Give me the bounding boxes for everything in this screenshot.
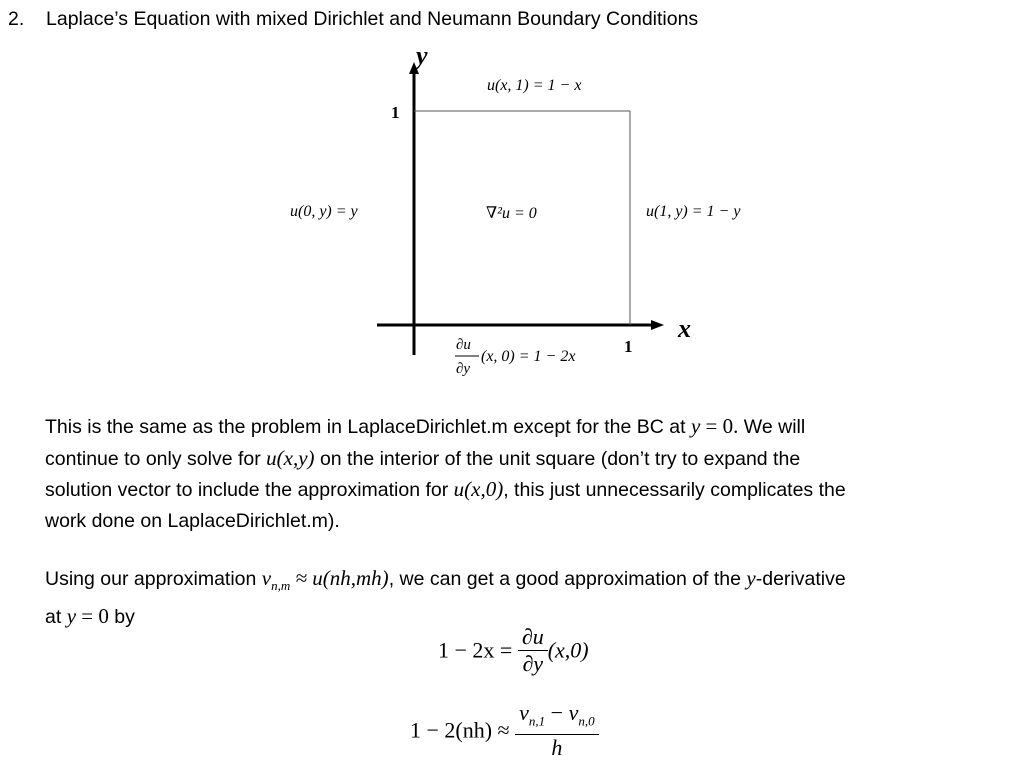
p2-text-c: -derivative — [755, 568, 846, 590]
p1-math-eq0: = 0. — [700, 414, 739, 438]
p2-math-y: y — [746, 566, 756, 590]
top-boundary-condition: u(x, 1) = 1 − x — [487, 77, 582, 94]
eq2-numerator — [515, 700, 598, 735]
eq1-rest: (x,0) — [547, 637, 589, 663]
right-boundary-condition: u(1, y) = 1 − y — [646, 203, 741, 220]
eq2-fraction — [515, 700, 598, 761]
bottom-bc-rest: (x, 0) = 1 − 2x — [481, 348, 576, 365]
p1-text-d: on the interior of the unit square (don’t try to expand the — [314, 447, 801, 470]
p2-math-y2: y — [66, 604, 77, 629]
p2-math-v: v — [261, 566, 272, 590]
paragraph-2-line-1 — [45, 563, 1020, 601]
p2-text-b: , we can get a good approximation of the — [388, 568, 747, 590]
eq2-num-v1: v — [519, 700, 529, 725]
y-tick-label: 1 — [391, 103, 400, 122]
problem-number: 2. — [8, 8, 25, 30]
left-boundary-condition: u(0, y) = y — [290, 203, 358, 220]
paragraph-1-line-3 — [45, 474, 1020, 506]
eq2-denominator: h — [551, 735, 563, 761]
paragraph-1-line-2 — [45, 443, 1020, 475]
x-axis-arrow — [651, 320, 664, 330]
p1-math-y: y — [690, 414, 701, 438]
paragraph-1-line-4: work done on LaplaceDirichlet.m). — [45, 509, 340, 532]
eq1-denominator: ∂y — [522, 651, 544, 676]
paragraph-2 — [45, 563, 1020, 633]
p2-math-eq0: = 0 — [76, 604, 109, 629]
p1-text-f: , this just unnecessarily complicates the — [503, 479, 846, 501]
bottom-bc-denominator: ∂y — [456, 361, 471, 377]
eq1-lhs: 1 − 2x = — [438, 637, 513, 663]
interior-equation: ∇²u = 0 — [486, 205, 537, 222]
p2-math-approx: ≈ u(nh,mh) — [290, 566, 389, 590]
p1-math-uxy: u(x,y) — [266, 445, 315, 470]
p2-text-d: at — [45, 606, 67, 629]
eq1-fraction — [518, 624, 548, 677]
x-tick-label: 1 — [624, 337, 633, 356]
paragraph-1 — [45, 411, 1020, 536]
p1-text-e: solution vector to include the approximation for — [45, 479, 454, 501]
eq2-num-v0-sub: n,0 — [578, 713, 595, 729]
eq2-num-v0: v — [568, 700, 579, 725]
p1-text-a: This is the same as the problem in LaplaceDirichlet.m except for the BC at — [45, 416, 691, 438]
eq1-numerator: ∂u — [518, 624, 548, 651]
x-axis-label: x — [678, 314, 691, 343]
eq2-num-minus: − — [545, 700, 569, 725]
equation-1 — [438, 624, 589, 677]
p1-text-c: continue to only solve for — [45, 447, 267, 470]
eq2-num-v1-sub: n,1 — [528, 713, 546, 729]
y-axis-label: y — [416, 41, 428, 70]
eq2-lhs: 1 − 2(nh) ≈ — [410, 717, 510, 743]
p2-text-e: by — [108, 606, 135, 629]
equation-2 — [410, 700, 599, 761]
bottom-bc-numerator: ∂u — [456, 337, 471, 353]
p2-math-v-sub: n,m — [271, 577, 291, 593]
paragraph-1-line-1 — [45, 411, 1020, 443]
p2-text-a: Using our approximation — [45, 568, 262, 590]
problem-title: Laplace’s Equation with mixed Dirichlet and Neumann Boundary Conditions — [46, 8, 699, 30]
p1-text-b: We will — [738, 416, 806, 438]
p1-math-ux0: u(x,0) — [453, 477, 504, 501]
